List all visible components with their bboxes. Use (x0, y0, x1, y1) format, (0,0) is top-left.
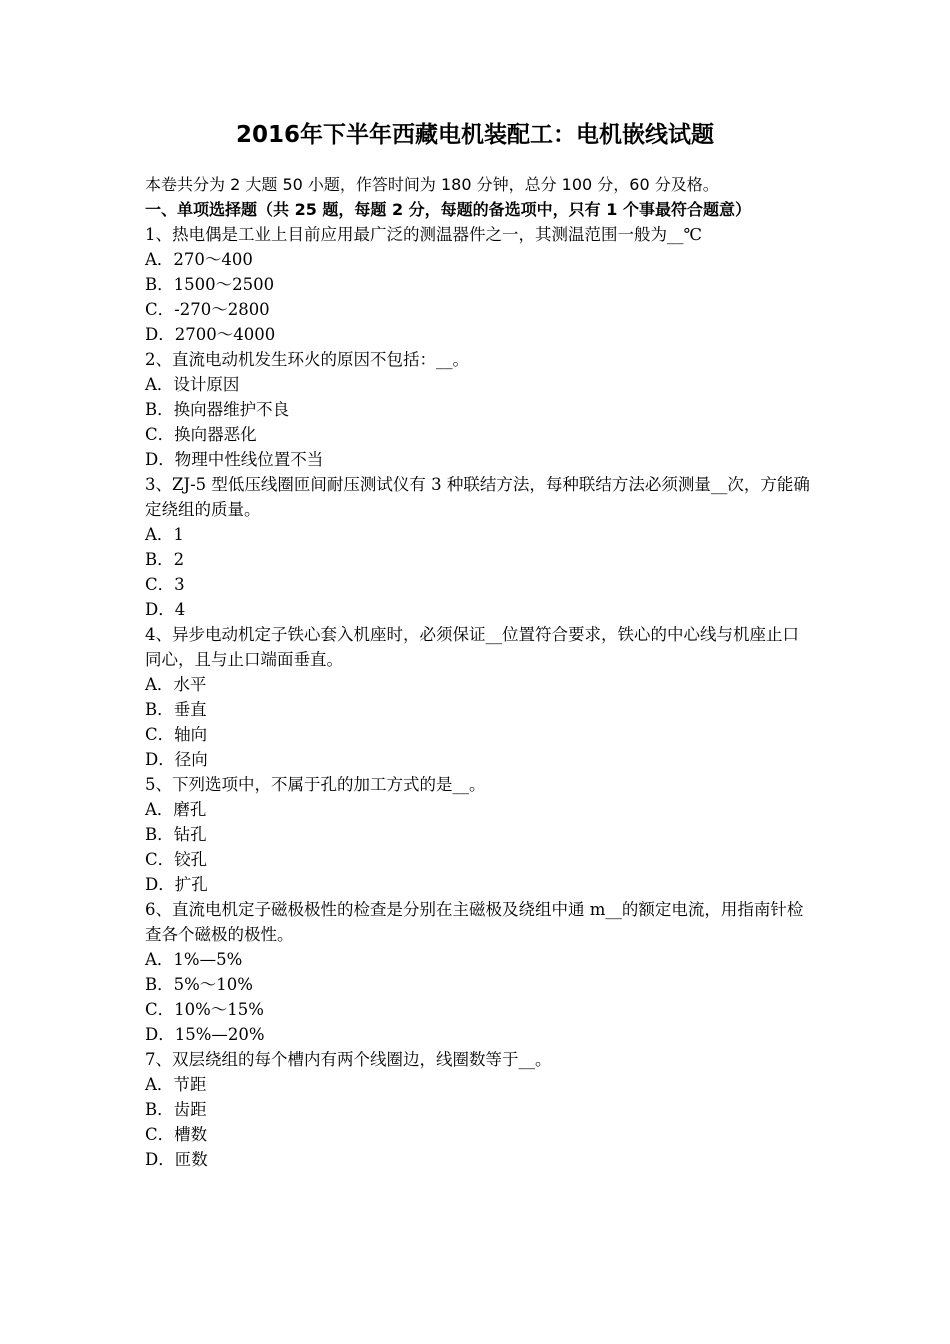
option-c: C．换向器恶化 (145, 425, 257, 444)
question-3 (145, 472, 815, 622)
question-7 (145, 1047, 815, 1172)
exam-intro: 本卷共分为 2 大题 50 小题，作答时间为 180 分钟，总分 100 分，60 分及格。 (145, 175, 719, 194)
question-stem: 7、双层绕组的每个槽内有两个线圈边，线圈数等于__。 (145, 1050, 552, 1069)
option-b: B．换向器维护不良 (145, 400, 290, 419)
option-c: C．槽数 (145, 1125, 208, 1144)
option-a: A．270～400 (145, 250, 253, 269)
option-a: A．节距 (145, 1075, 207, 1094)
option-c: C．铰孔 (145, 850, 208, 869)
option-d: D．匝数 (145, 1150, 208, 1169)
option-b: B．5%～10% (145, 975, 253, 994)
option-b: B．齿距 (145, 1100, 207, 1119)
question-stem: 3、ZJ-5 型低压线圈匝间耐压测试仪有 3 种联结方法，每种联结方法必须测量__次，方能确定绕组的质量。 (145, 475, 810, 519)
option-c: C．轴向 (145, 725, 208, 744)
option-a: A．1%—5% (145, 950, 243, 969)
option-d: D．径向 (145, 750, 208, 769)
question-stem: 5、下列选项中，不属于孔的加工方式的是__。 (145, 775, 486, 794)
question-5 (145, 772, 815, 897)
option-d: D．物理中性线位置不当 (145, 450, 324, 469)
option-b: B．1500～2500 (145, 275, 275, 294)
option-a: A．设计原因 (145, 375, 240, 394)
question-4 (145, 622, 815, 772)
option-a: A．1 (145, 525, 184, 544)
option-c: C．3 (145, 575, 185, 594)
option-d: D．2700～4000 (145, 325, 276, 344)
option-a: A．水平 (145, 675, 207, 694)
option-b: B．2 (145, 550, 185, 569)
option-a: A．磨孔 (145, 800, 207, 819)
document-body (145, 172, 815, 1172)
question-2 (145, 347, 815, 472)
option-b: B．垂直 (145, 700, 207, 719)
question-stem: 4、异步电动机定子铁心套入机座时，必须保证__位置符合要求，铁心的中心线与机座止口同心，且与止口端面垂直。 (145, 625, 799, 669)
option-c: C．10%～15% (145, 1000, 264, 1019)
question-6 (145, 897, 815, 1047)
option-c: C．-270～2800 (145, 300, 270, 319)
section-heading: 一、单项选择题（共 25 题，每题 2 分，每题的备选项中，只有 1 个事最符合题意） (145, 200, 751, 219)
option-d: D．4 (145, 600, 186, 619)
option-d: D．15%—20% (145, 1025, 265, 1044)
option-b: B．钻孔 (145, 825, 207, 844)
question-stem: 2、直流电动机发生环火的原因不包括：__。 (145, 350, 469, 369)
question-stem: 1、热电偶是工业上目前应用最广泛的测温器件之一，其测温范围一般为__℃ (145, 225, 702, 244)
document-title: 2016年下半年西藏电机装配工：电机嵌线试题 (235, 122, 714, 148)
option-d: D．扩孔 (145, 875, 208, 894)
question-1 (145, 222, 815, 347)
question-stem: 6、直流电机定子磁极极性的检查是分别在主磁极及绕组中通 m__的额定电流，用指南针检查各个磁极的极性。 (145, 900, 804, 944)
